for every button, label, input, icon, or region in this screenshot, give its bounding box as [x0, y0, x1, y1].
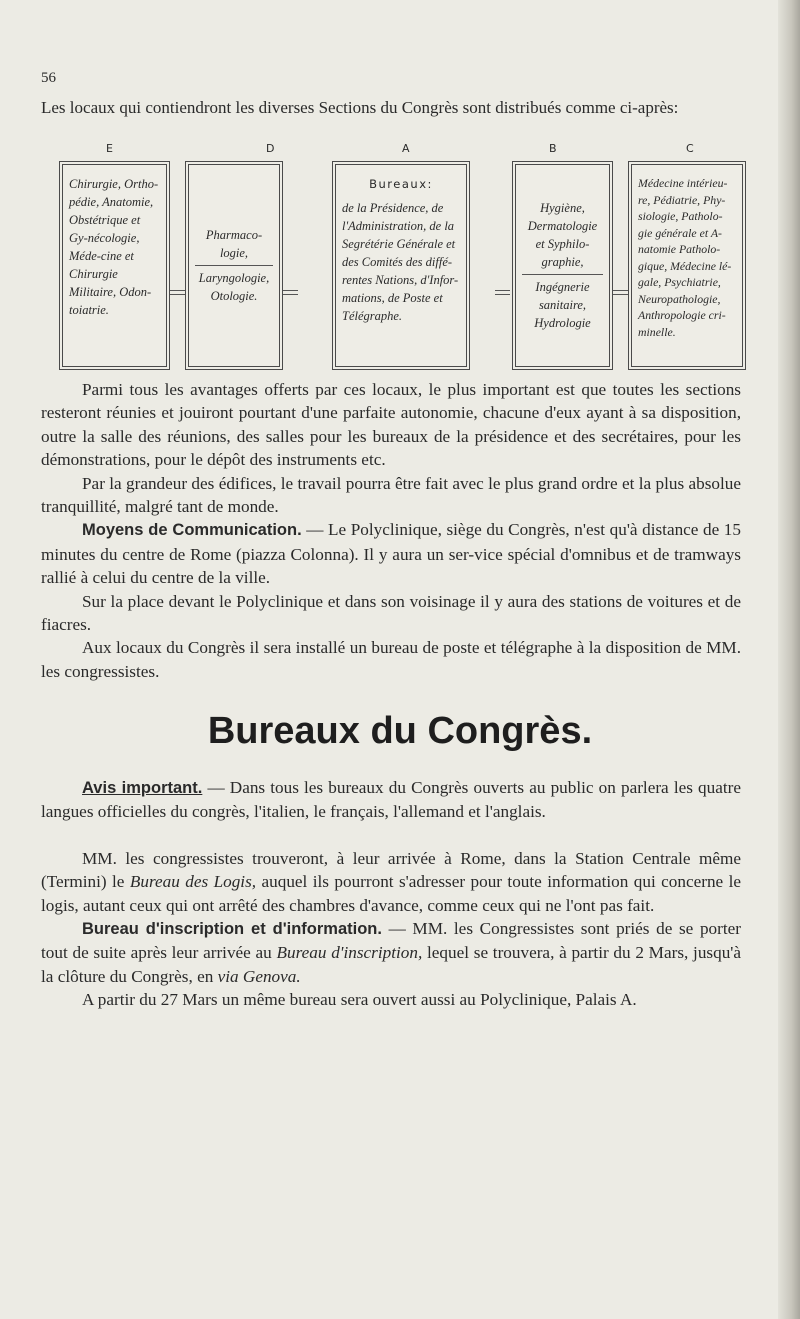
- section-d-bottom-text: Laryngologie, Otologie.: [198, 271, 270, 303]
- section-letter-a: A: [402, 142, 411, 155]
- paragraph: Aux locaux du Congrès il sera installé un bureau de poste et télégraphe à la disposition de MM. les congressistes.: [41, 638, 741, 681]
- paragraph: A partir du 27 Mars un même bureau sera ouvert aussi au Polyclinique, Palais A.: [82, 990, 637, 1010]
- section-box-a: [332, 161, 470, 370]
- intro-text: Les locaux qui contiendront les diverses Sections du Congrès sont distribués comme ci-après:: [41, 98, 679, 117]
- emphasis-text: Bureau des Logis,: [129, 872, 257, 892]
- connector: [495, 290, 510, 295]
- section-a-text: de la Présidence, de l'Administration, de la Segrétérie Générale et des Comités des diffé-rentes Nations, d'Infor-mations, de Poste et Télégraphe.: [342, 201, 459, 323]
- connector: [170, 290, 185, 295]
- emphasis-text: Bureau d'inscription,: [276, 943, 423, 963]
- section-c-text: Médecine intérieu-re, Pédiatrie, Phy-siologie, Patholo-gie générale et A-natomie Patholo-gique, Médecine lé-gale, Psychiatrie, Neuropathologie, Anthropologie cri-minelle.: [638, 176, 732, 339]
- section-box-e: [59, 161, 170, 370]
- paragraph-text: — Dans tous les bureaux du Congrès ouverts au public on parlera les quatre langues officielles du congrès, l'italien, le français, l'allemand et l'anglais.: [41, 778, 741, 822]
- paragraph: [41, 518, 741, 589]
- paragraph-text: — Le Polyclinique, siège du Congrès, n'est qu'à distance de 15 minutes du centre de Rome (piazza Colonna). Il y aura un ser-vice spécial d'omnibus et de tramways rallié à celui du centre de la ville.: [41, 520, 741, 588]
- paragraph-text: lequel se trouvera, à partir du 2 Mars, jusqu'à la clôture du Congrès, en: [41, 943, 742, 986]
- divider: [522, 274, 603, 275]
- section-d-top-text: Pharmaco-logie,: [205, 228, 263, 260]
- paragraph: [41, 776, 741, 824]
- connector: [613, 290, 628, 295]
- section-e-text: Chirurgie, Ortho-pédie, Anatomie, Obstétrique et Gy-nécologie, Méde-cine et Chirurgie Militaire, Odon-toiatrie.: [69, 177, 159, 317]
- section-body: [41, 776, 741, 1012]
- section-letter-e: E: [106, 142, 114, 155]
- inline-heading: Avis important.: [82, 779, 203, 797]
- paragraph: Parmi tous les avantages offerts par ces locaux, le plus important est que toutes les sections resteront réunies et jouiront pourtant d'une parfaite autonomie, chacune d'eux ayant à sa disposition, outre la salle des réunions, des salles pour les bureaux de la présidence et des secrétaires, pour les démonstrations, pour le dépôt des instruments etc.: [41, 380, 741, 470]
- section-letter-d: D: [266, 142, 276, 155]
- paragraph: [41, 917, 741, 988]
- paragraph-text: MM. les congressistes trouveront, à leur arrivée à Rome, dans la Station Centrale même (Termini) le: [41, 848, 741, 892]
- section-box-d: [185, 161, 283, 370]
- paragraph: Sur la place devant le Polyclinique et dans son voisinage il y aura des stations de voitures et de fiacres.: [41, 591, 741, 635]
- paragraph-text: auquel ils pourront s'adresser pour toute information qui concerne le logis, autant ceux qui ont arrêté des chambres d'avance, comme ceux qui ne l'ont pas fait.: [41, 872, 741, 915]
- section-box-c: [628, 161, 746, 370]
- section-letter-b: B: [549, 142, 558, 155]
- inline-heading: Bureau d'inscription et d'information.: [82, 920, 382, 939]
- section-box-b: [512, 161, 613, 370]
- paragraph: [41, 847, 741, 917]
- page-number: 56: [41, 70, 56, 86]
- paragraph-text: — MM. les Congressistes sont priés de se porter tout de suite après leur arrivée au: [41, 919, 741, 963]
- body-text: [41, 378, 741, 683]
- section-letter-c: C: [686, 142, 695, 155]
- emphasis-text: via Genova.: [217, 966, 301, 986]
- connector: [283, 290, 298, 295]
- section-b-top-text: Hygiène, Dermatologie et Syphilo-graphie,: [527, 201, 598, 269]
- inline-heading: Moyens de Communication.: [82, 521, 302, 540]
- page-edge-shadow: [778, 0, 800, 1319]
- paragraph: Par la grandeur des édifices, le travail pourra être fait avec le plus grand ordre et la plus absolue tranquillité, malgré tant de monde.: [41, 473, 741, 517]
- divider: [195, 265, 273, 266]
- section-a-heading: Bureaux:: [369, 177, 433, 191]
- section-title: Bureaux du Congrès.: [207, 710, 593, 752]
- section-b-bottom-text: Ingégnerie sanitaire, Hydrologie: [534, 280, 591, 330]
